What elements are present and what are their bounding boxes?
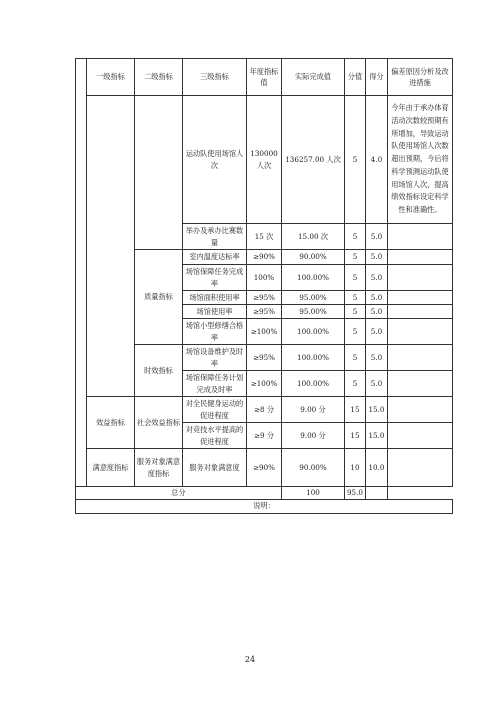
actual-cell: 90.00% <box>282 449 345 487</box>
group-social-label: 社会效益指标 <box>135 397 183 449</box>
score-cell: 5.0 <box>366 291 388 305</box>
score-cell: 5.0 <box>366 305 388 319</box>
indicator-cell: 对全民健身运动的促进程度 <box>183 397 247 423</box>
performance-table <box>75 58 453 514</box>
target-cell: 15 次 <box>247 224 282 250</box>
analysis-cell <box>388 305 453 319</box>
analysis-cell <box>388 345 453 371</box>
header-score: 得分 <box>366 59 388 96</box>
page-number: 24 <box>244 655 256 664</box>
header-actual: 实际完成值 <box>282 59 345 96</box>
actual-cell: 90.00% <box>282 250 345 265</box>
indicator-cell: 场馆设备维护及时率 <box>183 345 247 371</box>
score-cell: 10.0 <box>366 449 388 487</box>
points-cell: 5 <box>345 345 366 371</box>
score-cell: 15.0 <box>366 397 388 423</box>
points-cell: 5 <box>345 319 366 345</box>
target-cell: ≥100% <box>247 371 282 397</box>
table-row <box>76 96 453 224</box>
score-cell: 4.0 <box>366 96 388 224</box>
target-cell: ≥95% <box>247 291 282 305</box>
actual-cell: 95.00% <box>282 305 345 319</box>
total-label: 总分 <box>76 487 282 500</box>
target-cell: ≥8 分 <box>247 397 282 423</box>
level2-quantity-cell <box>135 96 183 250</box>
note-row <box>76 499 453 513</box>
points-cell: 10 <box>345 449 366 487</box>
indicator-cell: 场馆面积使用率 <box>183 291 247 305</box>
header-analysis: 偏差原因分析及改进措施 <box>388 59 453 96</box>
score-cell: 5.0 <box>366 345 388 371</box>
target-cell: ≥90% <box>247 250 282 265</box>
target-cell: ≥95% <box>247 345 282 371</box>
score-cell: 5.0 <box>366 371 388 397</box>
points-cell: 5 <box>345 305 366 319</box>
points-cell: 5 <box>345 371 366 397</box>
header-points: 分值 <box>345 59 366 96</box>
left-margin-cell <box>76 59 87 487</box>
actual-cell: 100.00% <box>282 371 345 397</box>
points-cell: 15 <box>345 397 366 423</box>
score-cell: 5.0 <box>366 224 388 250</box>
indicator-cell: 服务对象满意度 <box>183 449 247 487</box>
indicator-cell: 室内温度达标率 <box>183 250 247 265</box>
group-timeliness-label: 时效指标 <box>135 345 183 397</box>
indicator-cell: 场馆使用率 <box>183 305 247 319</box>
score-cell: 5.0 <box>366 265 388 291</box>
total-analysis-cell <box>366 487 388 500</box>
actual-cell: 100.00% <box>282 319 345 345</box>
points-cell: 5 <box>345 224 366 250</box>
actual-cell: 9.00 分 <box>282 397 345 423</box>
group-service-satisfaction-label: 服务对象满意度指标 <box>135 449 183 487</box>
note-label: 说明： <box>76 499 453 513</box>
actual-cell: 100.00% <box>282 265 345 291</box>
group-quality-label: 质量指标 <box>135 250 183 345</box>
points-cell: 5 <box>345 250 366 265</box>
header-target: 年度指标值 <box>247 59 282 96</box>
total-score: 95.0 <box>345 487 366 500</box>
header-level2: 二级指标 <box>135 59 183 96</box>
analysis-cell <box>388 265 453 291</box>
analysis-cell <box>388 423 453 449</box>
score-cell: 5.0 <box>366 250 388 265</box>
score-cell: 15.0 <box>366 423 388 449</box>
analysis-cell <box>388 397 453 423</box>
indicator-cell: 对竞技水平提高的促进程度 <box>183 423 247 449</box>
analysis-cell <box>388 449 453 487</box>
target-cell: ≥9 分 <box>247 423 282 449</box>
score-cell: 5.0 <box>366 319 388 345</box>
actual-cell: 136257.00 人次 <box>282 96 345 224</box>
actual-cell: 95.00% <box>282 291 345 305</box>
points-cell: 5 <box>345 96 366 224</box>
group-satisfaction-label: 满意度指标 <box>87 449 135 487</box>
analysis-cell: 今年由于承办体育活动次数较预期有所增加，导致运动队使用场馆人次数超出预期，今后将科学预测运动队使用场馆人次，提高绩效指标设定科学性和准确性。 <box>388 96 453 224</box>
analysis-cell <box>388 371 453 397</box>
target-cell: ≥90% <box>247 449 282 487</box>
level1-output-cell <box>87 96 135 397</box>
total-points: 100 <box>282 487 345 500</box>
analysis-cell <box>388 224 453 250</box>
header-level1: 一级指标 <box>87 59 135 96</box>
indicator-cell: 举办及承办比赛数量 <box>183 224 247 250</box>
total-row <box>76 487 453 500</box>
indicator-cell: 运动队使用场馆人次 <box>183 96 247 224</box>
actual-cell: 15.00 次 <box>282 224 345 250</box>
analysis-cell <box>388 319 453 345</box>
indicator-cell: 场馆保障任务计划完成及时率 <box>183 371 247 397</box>
group-benefit-label: 效益指标 <box>87 397 135 449</box>
target-cell: 100% <box>247 265 282 291</box>
target-cell: ≥95% <box>247 305 282 319</box>
actual-cell: 9.00 分 <box>282 423 345 449</box>
points-cell: 5 <box>345 291 366 305</box>
analysis-cell <box>388 250 453 265</box>
header-level3: 三级指标 <box>183 59 247 96</box>
target-cell: 130000人次 <box>247 96 282 224</box>
points-cell: 15 <box>345 423 366 449</box>
indicator-cell: 场馆小型修缮合格率 <box>183 319 247 345</box>
indicator-cell: 场馆保障任务完成率 <box>183 265 247 291</box>
target-cell: ≥100% <box>247 319 282 345</box>
analysis-cell <box>388 291 453 305</box>
table-row <box>76 397 453 423</box>
actual-cell: 100.00% <box>282 345 345 371</box>
table-row <box>76 449 453 487</box>
points-cell: 5 <box>345 265 366 291</box>
header-row <box>76 59 453 96</box>
